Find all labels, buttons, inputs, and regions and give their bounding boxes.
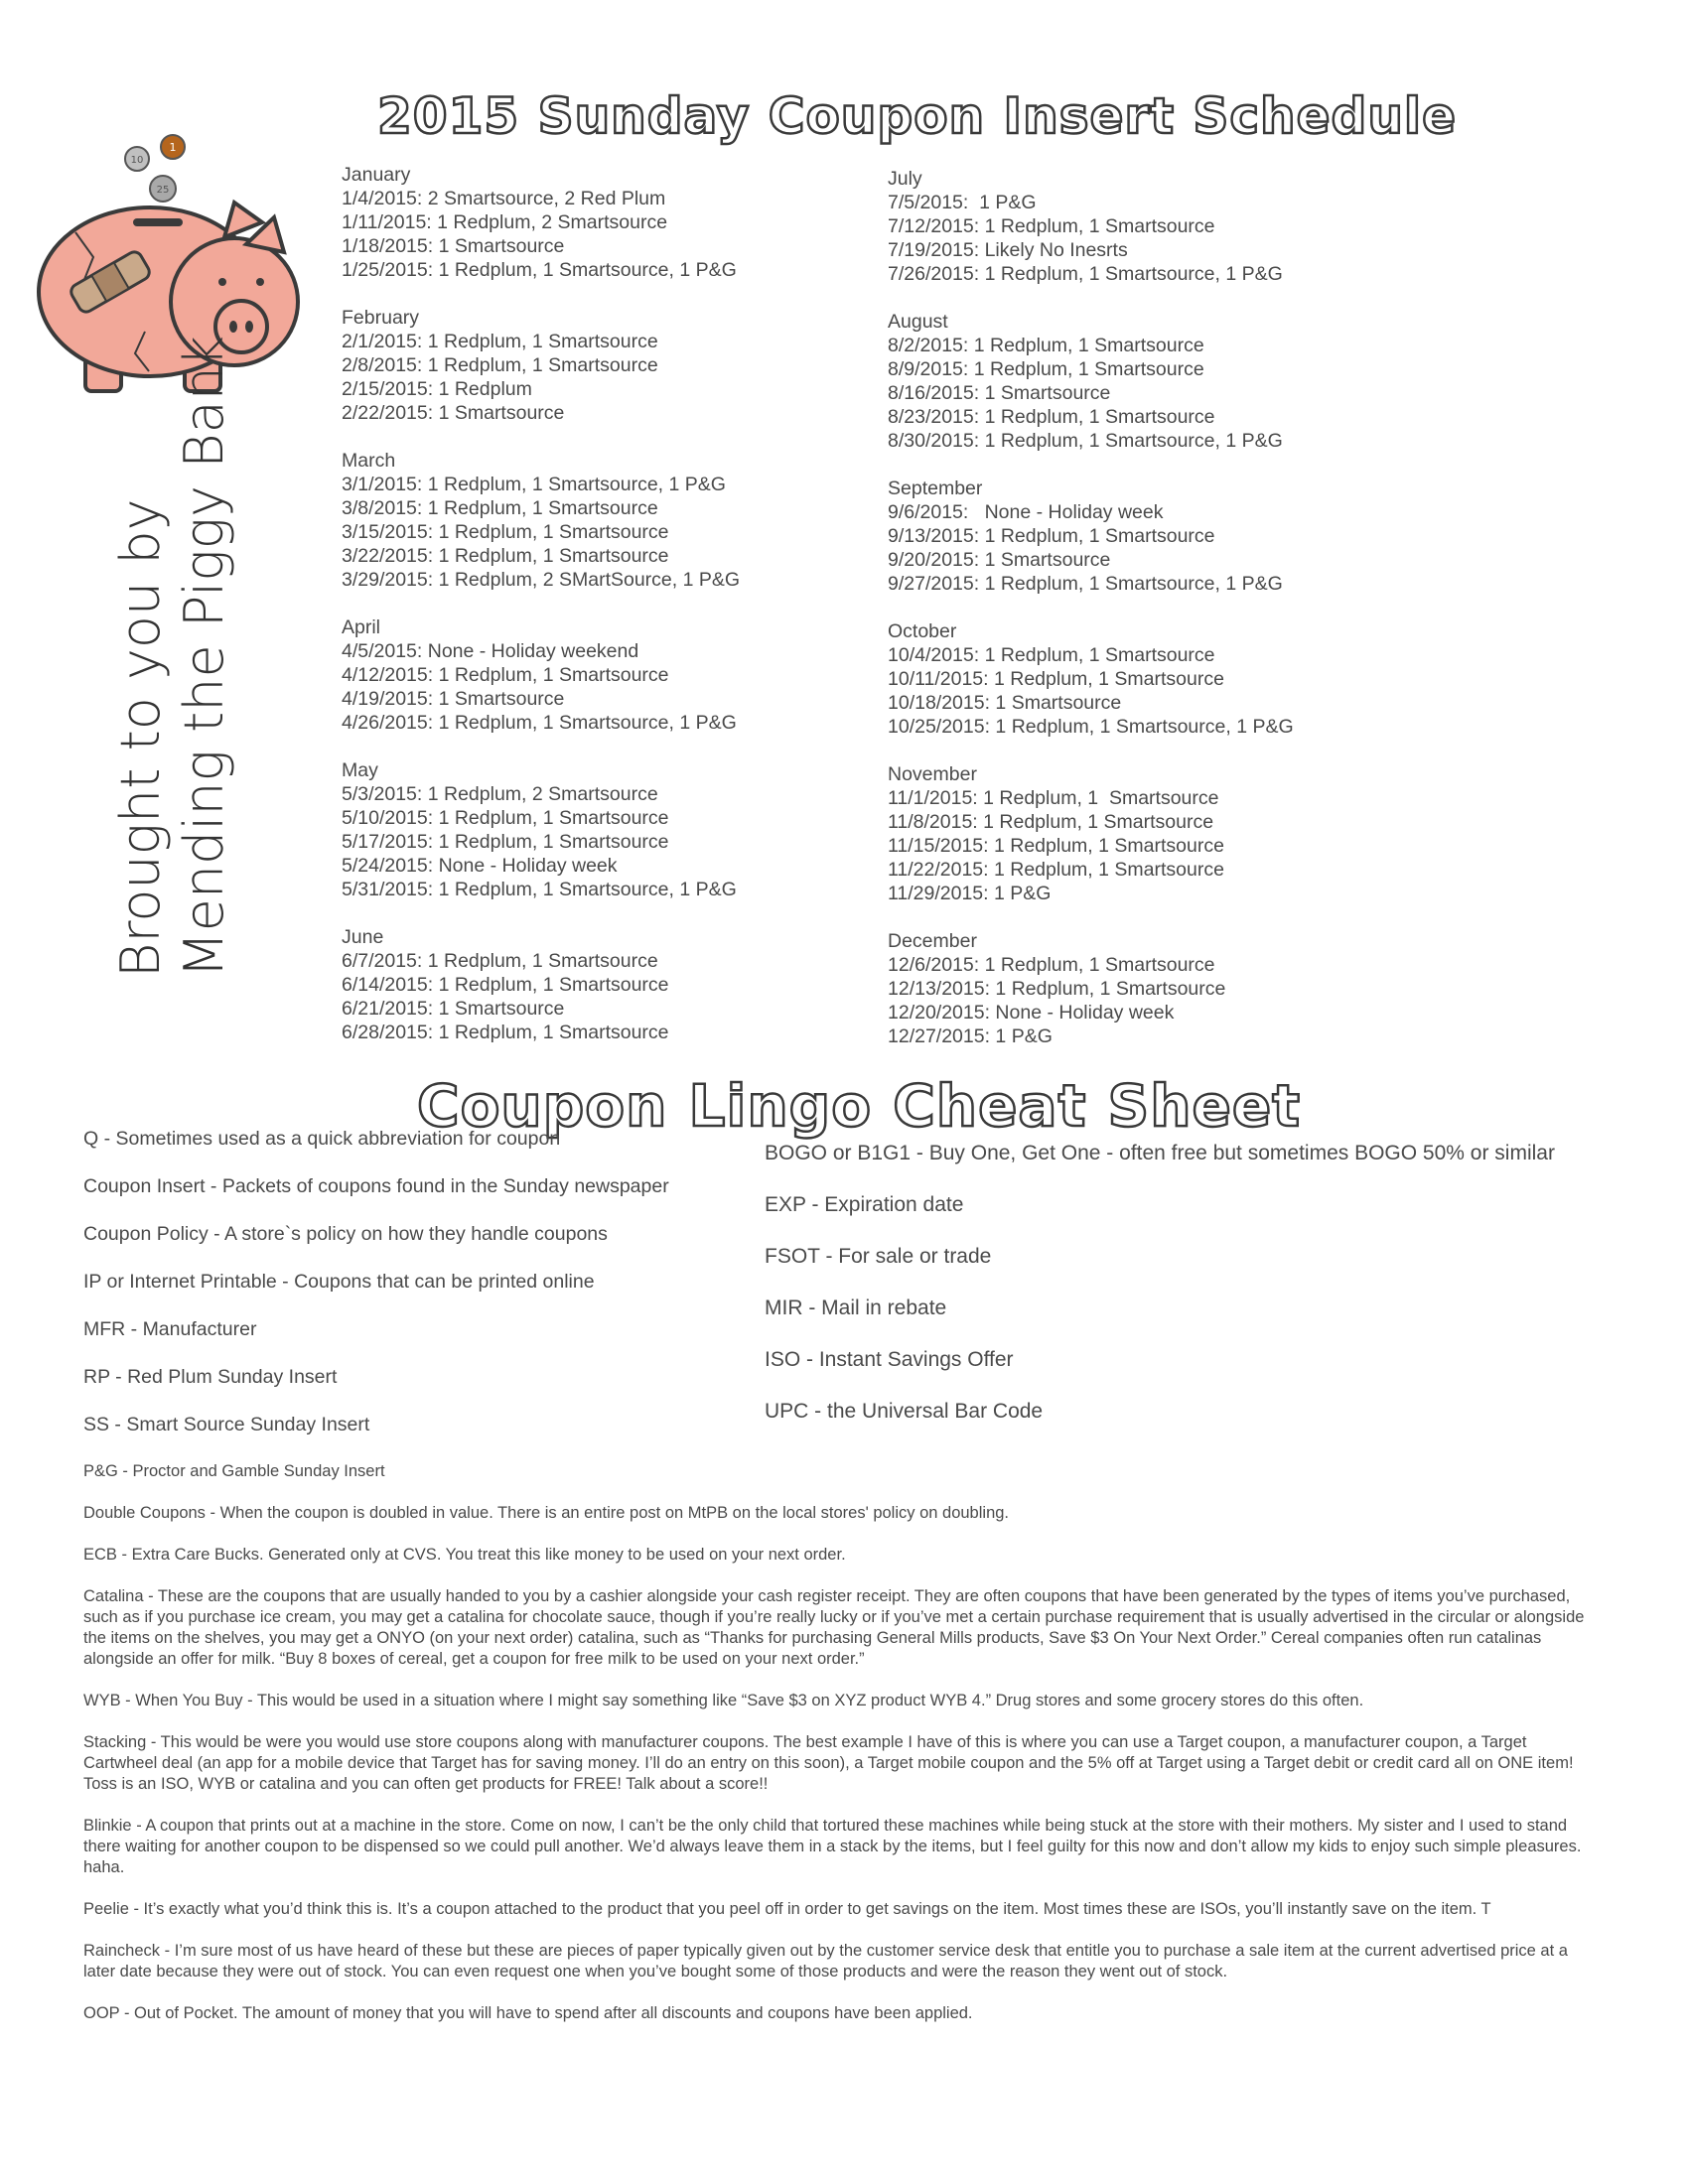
- lingo-right-column: [765, 1142, 1555, 1451]
- schedule-entry: 1/4/2015: 2 Smartsource, 2 Red Plum: [342, 188, 666, 209]
- schedule-entry: 5/3/2015: 1 Redplum, 2 Smartsource: [342, 783, 658, 805]
- lingo-definition: WYB - When You Buy - This would be used in a situation where I might say something like “Save $3 on XYZ product WYB 4.” Drug stores and some grocery stores do this often.: [83, 1692, 1364, 1709]
- month-block: [342, 615, 740, 735]
- month-block: [888, 310, 1294, 453]
- schedule-entry: 1/11/2015: 1 Redplum, 2 Smartsource: [342, 211, 668, 233]
- lingo-term: Coupon Policy - A store`s policy on how they handle coupons: [83, 1223, 608, 1245]
- lingo-definition: Catalina - These are the coupons that are usually handed to you by a cashier alongside your cash register receipt. They are often coupons that have been generated by the types of items you’ve purchased, such as if you purchase ice cream, you may get a catalina for chocolate sauce, though if you’re really lucky or if you’ve met a certain purchase requirement that is usually advertised in the circular or alongside the items on the shelves, you may get a ONYO (on your next order) catalina, such as “Thanks for purchasing General Mills products, Save $3 On Your Next Order.” Cereal companies often run catalinas alongside an offer for milk. “Buy 8 boxes of cereal, get a coupon for free milk to be used on your next order.”: [83, 1587, 1585, 1668]
- schedule-entry: 6/14/2015: 1 Redplum, 1 Smartsource: [342, 974, 669, 996]
- lingo-definition: ECB - Extra Care Bucks. Generated only at CVS. You treat this like money to be used on your next order.: [83, 1546, 846, 1564]
- lingo-definition: Peelie - It’s exactly what you’d think this is. It’s a coupon attached to the product that you peel off in order to get savings on the item. Most times these are ISOs, you’ll instantly save on the item. T: [83, 1900, 1491, 1918]
- schedule-entry: 12/20/2015: None - Holiday week: [888, 1002, 1175, 1024]
- lingo-term: Q - Sometimes used as a quick abbreviation for coupon: [83, 1128, 561, 1150]
- schedule-entry: 6/21/2015: 1 Smartsource: [342, 998, 565, 1020]
- schedule-entry: 2/1/2015: 1 Redplum, 1 Smartsource: [342, 331, 658, 352]
- schedule-entry: 11/15/2015: 1 Redplum, 1 Smartsource: [888, 835, 1224, 857]
- schedule-entry: 4/26/2015: 1 Redplum, 1 Smartsource, 1 P&G: [342, 712, 737, 734]
- lingo-title: Coupon Lingo Cheat Sheet: [417, 1072, 1301, 1140]
- schedule-entry: 3/8/2015: 1 Redplum, 1 Smartsource: [342, 497, 658, 519]
- month-name: September: [888, 478, 983, 499]
- schedule-entry: 10/18/2015: 1 Smartsource: [888, 692, 1122, 714]
- schedule-entry: 11/29/2015: 1 P&G: [888, 883, 1052, 904]
- month-block: [342, 449, 740, 592]
- month-name: March: [342, 450, 396, 472]
- lingo-term: BOGO or B1G1 - Buy One, Get One - often free but sometimes BOGO 50% or similar: [765, 1142, 1555, 1164]
- brought-by-line2: Mending the Piggy Bank: [173, 335, 235, 978]
- lingo-term: MIR - Mail in rebate: [765, 1297, 947, 1319]
- schedule-entry: 3/29/2015: 1 Redplum, 2 SMartSource, 1 P&G: [342, 569, 741, 591]
- lingo-term: UPC - the Universal Bar Code: [765, 1400, 1044, 1423]
- schedule-entry: 7/12/2015: 1 Redplum, 1 Smartsource: [888, 215, 1215, 237]
- lingo-term: RP - Red Plum Sunday Insert: [83, 1366, 338, 1388]
- schedule-entry: 12/6/2015: 1 Redplum, 1 Smartsource: [888, 954, 1215, 976]
- schedule-entry: 7/19/2015: Likely No Inesrts: [888, 239, 1128, 261]
- schedule-entry: 2/15/2015: 1 Redplum: [342, 378, 532, 400]
- month-block: [888, 477, 1294, 596]
- lingo-definition: P&G - Proctor and Gamble Sunday Insert: [83, 1462, 385, 1480]
- schedule-entry: 6/28/2015: 1 Redplum, 1 Smartsource: [342, 1022, 669, 1043]
- schedule-entry: 1/25/2015: 1 Redplum, 1 Smartsource, 1 P&G: [342, 259, 737, 281]
- schedule-entry: 7/5/2015: 1 P&G: [888, 192, 1037, 213]
- lingo-term: ISO - Instant Savings Offer: [765, 1348, 1014, 1371]
- schedule-entry: 3/1/2015: 1 Redplum, 1 Smartsource, 1 P&G: [342, 474, 726, 495]
- schedule-entry: 8/23/2015: 1 Redplum, 1 Smartsource: [888, 406, 1215, 428]
- schedule-entry: 11/22/2015: 1 Redplum, 1 Smartsource: [888, 859, 1224, 881]
- lingo-term: SS - Smart Source Sunday Insert: [83, 1414, 370, 1435]
- schedule-entry: 11/1/2015: 1 Redplum, 1 Smartsource: [888, 787, 1219, 809]
- schedule-entry: 8/9/2015: 1 Redplum, 1 Smartsource: [888, 358, 1204, 380]
- lingo-definition: OOP - Out of Pocket. The amount of money that you will have to spend after all discounts and coupons have been applied.: [83, 2004, 973, 2022]
- schedule-entry: 5/17/2015: 1 Redplum, 1 Smartsource: [342, 831, 669, 853]
- schedule-entry: 11/8/2015: 1 Redplum, 1 Smartsource: [888, 811, 1214, 833]
- schedule-left-column: [342, 163, 740, 1068]
- schedule-entry: 3/15/2015: 1 Redplum, 1 Smartsource: [342, 521, 669, 543]
- lingo-definition: Raincheck - I’m sure most of us have heard of these but these are pieces of paper typically given out by the customer service desk that entitle you to purchase a sale item at the current advertised price at a later date because they were out of stock. You can even request one when you’ve bought some of those products and were the reason they went out of stock.: [83, 1942, 1568, 1980]
- month-name: July: [888, 168, 922, 190]
- lingo-definition: Double Coupons - When the coupon is doubled in value. There is an entire post on MtPB on the local stores' policy on doubling.: [83, 1504, 1010, 1522]
- schedule-entry: 10/25/2015: 1 Redplum, 1 Smartsource, 1 P&G: [888, 716, 1294, 738]
- lingo-term: Coupon Insert - Packets of coupons found in the Sunday newspaper: [83, 1175, 669, 1197]
- month-name: January: [342, 164, 411, 186]
- schedule-right-column: [888, 167, 1294, 1072]
- coin-dime-label: 10: [130, 155, 144, 166]
- month-block: [342, 306, 740, 425]
- month-block: [342, 925, 740, 1044]
- schedule-entry: 3/22/2015: 1 Redplum, 1 Smartsource: [342, 545, 669, 567]
- schedule-entry: 9/20/2015: 1 Smartsource: [888, 549, 1111, 571]
- month-name: October: [888, 620, 957, 642]
- schedule-entry: 9/27/2015: 1 Redplum, 1 Smartsource, 1 P&G: [888, 573, 1283, 595]
- schedule-entry: 5/10/2015: 1 Redplum, 1 Smartsource: [342, 807, 669, 829]
- schedule-entry: 12/13/2015: 1 Redplum, 1 Smartsource: [888, 978, 1226, 1000]
- schedule-entry: 5/24/2015: None - Holiday week: [342, 855, 618, 877]
- schedule-entry: 9/13/2015: 1 Redplum, 1 Smartsource: [888, 525, 1215, 547]
- lingo-term: EXP - Expiration date: [765, 1193, 964, 1216]
- schedule-entry: 12/27/2015: 1 P&G: [888, 1025, 1053, 1047]
- lingo-definition: Stacking - This would be were you would use store coupons along with manufacturer coupons. The best example I have of this is where you can use a Target coupon, a manufacturer coupon, a Target Cartwheel deal (an app for a mobile device that Target has for saving money. I’ll do an entry on this soon), a Target mobile coupon and the 5% off at Target using a Target debit or credit card all on ONE item! Toss is an ISO, WYB or catalina and you can often get products for FREE! Talk about a score!!: [83, 1733, 1574, 1793]
- month-name: November: [888, 763, 977, 785]
- lingo-definitions: [83, 1461, 1603, 2045]
- schedule-entry: 8/2/2015: 1 Redplum, 1 Smartsource: [888, 335, 1204, 356]
- lingo-term: MFR - Manufacturer: [83, 1318, 257, 1340]
- month-name: June: [342, 926, 384, 948]
- schedule-entry: 4/19/2015: 1 Smartsource: [342, 688, 565, 710]
- month-block: [888, 619, 1294, 739]
- brought-by-text: [109, 336, 236, 978]
- month-block: [342, 758, 740, 901]
- schedule-entry: 6/7/2015: 1 Redplum, 1 Smartsource: [342, 950, 658, 972]
- brought-by-line1: Brought to you by: [109, 498, 172, 978]
- month-block: [342, 163, 740, 282]
- schedule-entry: 4/12/2015: 1 Redplum, 1 Smartsource: [342, 664, 669, 686]
- schedule-entry: 9/6/2015: None - Holiday week: [888, 501, 1164, 523]
- lingo-term: IP or Internet Printable - Coupons that can be printed online: [83, 1271, 595, 1293]
- schedule-entry: 10/4/2015: 1 Redplum, 1 Smartsource: [888, 644, 1215, 666]
- lingo-definition: Blinkie - A coupon that prints out at a machine in the store. Come on now, I can’t be the only child that tortured these machines while being stuck at the store with their mothers. My sister and I used to stand there waiting for another coupon to be dispensed so we could pull another. We’d always leave them in a stack by the items, but I feel guilty for this now and don’t allow my kids to enjoy such simple pleasures. haha.: [83, 1817, 1582, 1876]
- month-name: August: [888, 311, 948, 333]
- schedule-entry: 2/8/2015: 1 Redplum, 1 Smartsource: [342, 354, 658, 376]
- schedule-entry: 1/18/2015: 1 Smartsource: [342, 235, 565, 257]
- schedule-entry: 2/22/2015: 1 Smartsource: [342, 402, 565, 424]
- month-name: April: [342, 616, 381, 638]
- month-name: February: [342, 307, 420, 329]
- lingo-term: FSOT - For sale or trade: [765, 1245, 992, 1268]
- schedule-entry: 4/5/2015: None - Holiday weekend: [342, 640, 639, 662]
- month-block: [888, 762, 1294, 905]
- month-block: [888, 929, 1294, 1048]
- month-name: May: [342, 759, 378, 781]
- coin-penny-label: 1: [169, 141, 177, 154]
- schedule-entry: 10/11/2015: 1 Redplum, 1 Smartsource: [888, 668, 1224, 690]
- month-block: [888, 167, 1294, 286]
- schedule-entry: 7/26/2015: 1 Redplum, 1 Smartsource, 1 P&G: [888, 263, 1283, 285]
- schedule-entry: 5/31/2015: 1 Redplum, 1 Smartsource, 1 P&G: [342, 879, 737, 900]
- month-name: December: [888, 930, 977, 952]
- schedule-entry: 8/16/2015: 1 Smartsource: [888, 382, 1111, 404]
- lingo-left-column: [83, 1128, 669, 1461]
- coin-quarter-label: 25: [156, 185, 170, 196]
- schedule-title: 2015 Sunday Coupon Insert Schedule: [377, 87, 1457, 145]
- schedule-entry: 8/30/2015: 1 Redplum, 1 Smartsource, 1 P&G: [888, 430, 1283, 452]
